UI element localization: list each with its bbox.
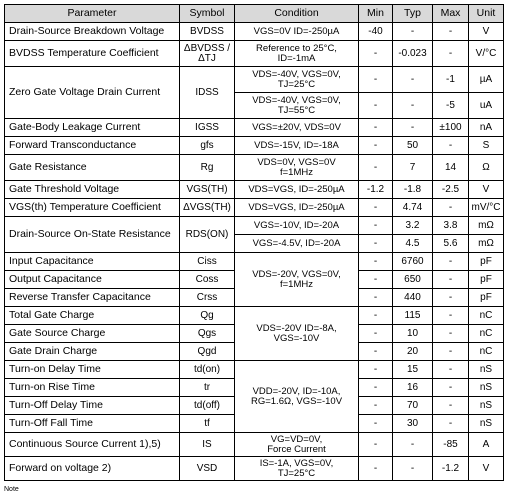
parameter-cell: BVDSS Temperature Coefficient bbox=[5, 41, 180, 67]
typ-cell: 4.5 bbox=[393, 235, 433, 253]
min-cell: - bbox=[359, 379, 393, 397]
min-cell: - bbox=[359, 93, 393, 119]
condition-line: VDS=-20V ID=-8A, bbox=[256, 322, 337, 334]
condition-cell bbox=[235, 93, 359, 119]
condition-cell bbox=[235, 217, 359, 235]
symbol-cell: Ciss bbox=[180, 253, 235, 271]
table-row bbox=[5, 433, 504, 457]
max-cell: -2.5 bbox=[433, 181, 469, 199]
condition-line: VGS=-4.5V, ID=-20A bbox=[252, 237, 341, 249]
symbol-cell: td(on) bbox=[180, 361, 235, 379]
unit-cell: V/°C bbox=[469, 41, 504, 67]
max-cell: - bbox=[433, 397, 469, 415]
max-cell: - bbox=[433, 23, 469, 41]
condition-cell bbox=[235, 199, 359, 217]
condition-cell bbox=[235, 119, 359, 137]
typ-cell: 6760 bbox=[393, 253, 433, 271]
typ-cell: 70 bbox=[393, 397, 433, 415]
parameter-cell: Gate-Body Leakage Current bbox=[5, 119, 180, 137]
parameter-cell: Turn-on Delay Time bbox=[5, 361, 180, 379]
header-min: Min bbox=[359, 5, 393, 23]
condition-line: VDS=VGS, ID=-250µA bbox=[248, 201, 345, 213]
header-unit: Unit bbox=[469, 5, 504, 23]
parameter-cell: Input Capacitance bbox=[5, 253, 180, 271]
table-row bbox=[5, 23, 504, 41]
typ-cell: - bbox=[393, 457, 433, 481]
symbol-cell: RDS(ON) bbox=[180, 217, 235, 253]
parameter-cell: Output Capacitance bbox=[5, 271, 180, 289]
parameter-cell: VGS(th) Temperature Coefficient bbox=[5, 199, 180, 217]
condition-line: VDS=-40V, VGS=0V, bbox=[252, 94, 341, 106]
unit-cell: V bbox=[469, 457, 504, 481]
condition-line: VGS=-10V, ID=-20A bbox=[253, 219, 340, 231]
typ-cell: 3.2 bbox=[393, 217, 433, 235]
parameter-cell: Gate Drain Charge bbox=[5, 343, 180, 361]
footnote-label: Note bbox=[4, 486, 19, 493]
min-cell: - bbox=[359, 361, 393, 379]
typ-cell: 115 bbox=[393, 307, 433, 325]
max-cell: - bbox=[433, 343, 469, 361]
unit-cell: nS bbox=[469, 415, 504, 433]
typ-cell: 650 bbox=[393, 271, 433, 289]
max-cell: - bbox=[433, 137, 469, 155]
min-cell: - bbox=[359, 433, 393, 457]
symbol-cell: VGS(TH) bbox=[180, 181, 235, 199]
condition-line: TJ=25°C bbox=[277, 78, 316, 90]
condition-cell bbox=[235, 137, 359, 155]
symbol-cell: Coss bbox=[180, 271, 235, 289]
parameter-cell: Continuous Source Current 1),5) bbox=[5, 433, 180, 457]
header-row bbox=[5, 5, 504, 23]
table-row bbox=[5, 307, 504, 325]
symbol-cell: VSD bbox=[180, 457, 235, 481]
typ-cell: - bbox=[393, 67, 433, 93]
header-condition: Condition bbox=[235, 5, 359, 23]
typ-cell: - bbox=[393, 119, 433, 137]
symbol-cell: tr bbox=[180, 379, 235, 397]
min-cell: - bbox=[359, 41, 393, 67]
header-symbol: Symbol bbox=[180, 5, 235, 23]
condition-line: TJ=25°C bbox=[277, 467, 316, 479]
parameter-cell: Drain-Source On-State Resistance bbox=[5, 217, 180, 253]
typ-cell: 16 bbox=[393, 379, 433, 397]
electrical-characteristics-table bbox=[4, 4, 504, 481]
typ-cell: -1.8 bbox=[393, 181, 433, 199]
symbol-cell: Rg bbox=[180, 155, 235, 181]
parameter-cell: Reverse Transfer Capacitance bbox=[5, 289, 180, 307]
max-cell: - bbox=[433, 415, 469, 433]
typ-cell: -0.023 bbox=[393, 41, 433, 67]
symbol-cell: IDSS bbox=[180, 67, 235, 119]
table-row bbox=[5, 361, 504, 379]
condition-cell bbox=[235, 433, 359, 457]
condition-line: f=1MHz bbox=[280, 166, 313, 178]
header-typ: Typ bbox=[393, 5, 433, 23]
typ-cell: 30 bbox=[393, 415, 433, 433]
parameter-cell: Gate Threshold Voltage bbox=[5, 181, 180, 199]
condition-cell bbox=[235, 181, 359, 199]
symbol-cell: gfs bbox=[180, 137, 235, 155]
header-parameter: Parameter bbox=[5, 5, 180, 23]
unit-cell: V bbox=[469, 23, 504, 41]
min-cell: - bbox=[359, 397, 393, 415]
typ-cell: 4.74 bbox=[393, 199, 433, 217]
min-cell: - bbox=[359, 217, 393, 235]
max-cell: - bbox=[433, 253, 469, 271]
typ-cell: 440 bbox=[393, 289, 433, 307]
max-cell: - bbox=[433, 325, 469, 343]
table-row bbox=[5, 199, 504, 217]
unit-cell: nC bbox=[469, 343, 504, 361]
max-cell: - bbox=[433, 271, 469, 289]
min-cell: -1.2 bbox=[359, 181, 393, 199]
max-cell: -5 bbox=[433, 93, 469, 119]
condition-cell bbox=[235, 23, 359, 41]
typ-cell: 10 bbox=[393, 325, 433, 343]
table-row bbox=[5, 155, 504, 181]
typ-cell: - bbox=[393, 93, 433, 119]
parameter-cell: Forward on voltage 2) bbox=[5, 457, 180, 481]
parameter-cell: Turn-Off Fall Time bbox=[5, 415, 180, 433]
symbol-cell: Crss bbox=[180, 289, 235, 307]
unit-cell: mΩ bbox=[469, 217, 504, 235]
condition-line: TJ=55°C bbox=[277, 104, 316, 116]
min-cell: - bbox=[359, 155, 393, 181]
min-cell: - bbox=[359, 457, 393, 481]
table-row bbox=[5, 457, 504, 481]
max-cell: 5.6 bbox=[433, 235, 469, 253]
condition-line: ID=-1mA bbox=[277, 52, 316, 64]
max-cell: - bbox=[433, 379, 469, 397]
min-cell: - bbox=[359, 271, 393, 289]
parameter-cell: Gate Resistance bbox=[5, 155, 180, 181]
typ-cell: 15 bbox=[393, 361, 433, 379]
table-row bbox=[5, 137, 504, 155]
condition-cell bbox=[235, 457, 359, 481]
min-cell: - bbox=[359, 307, 393, 325]
condition-cell bbox=[235, 41, 359, 67]
symbol-cell: ΔBVDSS /ΔTJ bbox=[180, 41, 235, 67]
parameter-cell: Turn-on Rise Time bbox=[5, 379, 180, 397]
min-cell: - bbox=[359, 119, 393, 137]
typ-cell: 20 bbox=[393, 343, 433, 361]
typ-cell: 50 bbox=[393, 137, 433, 155]
condition-line: VDS=-40V, VGS=0V, bbox=[252, 68, 341, 80]
min-cell: - bbox=[359, 235, 393, 253]
table-row bbox=[5, 67, 504, 93]
table-row bbox=[5, 217, 504, 235]
unit-cell: V bbox=[469, 181, 504, 199]
unit-cell: pF bbox=[469, 271, 504, 289]
symbol-cell: tf bbox=[180, 415, 235, 433]
condition-line: VDS=0V, VGS=0V bbox=[257, 156, 336, 168]
condition-line: VG=VD=0V, bbox=[270, 433, 323, 445]
parameter-cell: Zero Gate Voltage Drain Current bbox=[5, 67, 180, 119]
min-cell: - bbox=[359, 289, 393, 307]
condition-line: VGS=-10V bbox=[273, 332, 320, 344]
min-cell: - bbox=[359, 415, 393, 433]
min-cell: - bbox=[359, 67, 393, 93]
condition-cell bbox=[235, 235, 359, 253]
symbol-cell: Qgd bbox=[180, 343, 235, 361]
unit-cell: mV/°C bbox=[469, 199, 504, 217]
min-cell: - bbox=[359, 199, 393, 217]
condition-line: VDS=-20V, VGS=0V, bbox=[252, 268, 341, 280]
symbol-cell: Qg bbox=[180, 307, 235, 325]
max-cell: 3.8 bbox=[433, 217, 469, 235]
condition-cell bbox=[235, 253, 359, 307]
unit-cell: Ω bbox=[469, 155, 504, 181]
max-cell: -1.2 bbox=[433, 457, 469, 481]
symbol-cell: IGSS bbox=[180, 119, 235, 137]
unit-cell: pF bbox=[469, 289, 504, 307]
parameter-cell: Gate Source Charge bbox=[5, 325, 180, 343]
parameter-cell: Total Gate Charge bbox=[5, 307, 180, 325]
unit-cell: nS bbox=[469, 397, 504, 415]
unit-cell: nA bbox=[469, 119, 504, 137]
max-cell: -85 bbox=[433, 433, 469, 457]
min-cell: - bbox=[359, 325, 393, 343]
max-cell: -1 bbox=[433, 67, 469, 93]
typ-cell: 7 bbox=[393, 155, 433, 181]
parameter-cell: Turn-Off Delay Time bbox=[5, 397, 180, 415]
min-cell: - bbox=[359, 253, 393, 271]
condition-line: f=1MHz bbox=[280, 278, 313, 290]
typ-cell: - bbox=[393, 433, 433, 457]
unit-cell: mΩ bbox=[469, 235, 504, 253]
condition-line: VGS=±20V, VDS=0V bbox=[252, 121, 341, 133]
condition-line: IS=-1A, VGS=0V, bbox=[259, 457, 334, 469]
unit-cell: nS bbox=[469, 379, 504, 397]
min-cell: - bbox=[359, 137, 393, 155]
table-row bbox=[5, 41, 504, 67]
typ-cell: - bbox=[393, 23, 433, 41]
unit-cell: µA bbox=[469, 67, 504, 93]
table-row bbox=[5, 119, 504, 137]
condition-cell bbox=[235, 307, 359, 361]
condition-cell bbox=[235, 155, 359, 181]
symbol-cell: Qgs bbox=[180, 325, 235, 343]
condition-line: VDS=-15V, ID=-18A bbox=[254, 139, 339, 151]
condition-line: Reference to 25°C, bbox=[256, 42, 337, 54]
unit-cell: nS bbox=[469, 361, 504, 379]
condition-line: RG=1.6Ω, VGS=-10V bbox=[250, 395, 343, 407]
min-cell: - bbox=[359, 343, 393, 361]
unit-cell: pF bbox=[469, 253, 504, 271]
symbol-cell: IS bbox=[180, 433, 235, 457]
unit-cell: S bbox=[469, 137, 504, 155]
symbol-cell: BVDSS bbox=[180, 23, 235, 41]
max-cell: - bbox=[433, 289, 469, 307]
parameter-cell: Forward Transconductance bbox=[5, 137, 180, 155]
symbol-cell: td(off) bbox=[180, 397, 235, 415]
max-cell: - bbox=[433, 361, 469, 379]
unit-cell: A bbox=[469, 433, 504, 457]
symbol-cell: ΔVGS(TH) bbox=[180, 199, 235, 217]
table-row bbox=[5, 181, 504, 199]
condition-line: Force Current bbox=[267, 443, 326, 455]
unit-cell: uA bbox=[469, 93, 504, 119]
max-cell: - bbox=[433, 199, 469, 217]
header-max: Max bbox=[433, 5, 469, 23]
unit-cell: nC bbox=[469, 307, 504, 325]
condition-line: VGS=0V ID=-250µA bbox=[253, 25, 340, 37]
max-cell: 14 bbox=[433, 155, 469, 181]
parameter-cell: Drain-Source Breakdown Voltage bbox=[5, 23, 180, 41]
condition-line: VDS=VGS, ID=-250µA bbox=[248, 183, 345, 195]
condition-cell bbox=[235, 361, 359, 433]
max-cell: ±100 bbox=[433, 119, 469, 137]
condition-cell bbox=[235, 67, 359, 93]
max-cell: - bbox=[433, 41, 469, 67]
table-row bbox=[5, 253, 504, 271]
min-cell: -40 bbox=[359, 23, 393, 41]
unit-cell: nC bbox=[469, 325, 504, 343]
max-cell: - bbox=[433, 307, 469, 325]
condition-line: VDD=-20V, ID=-10A, bbox=[252, 385, 341, 397]
